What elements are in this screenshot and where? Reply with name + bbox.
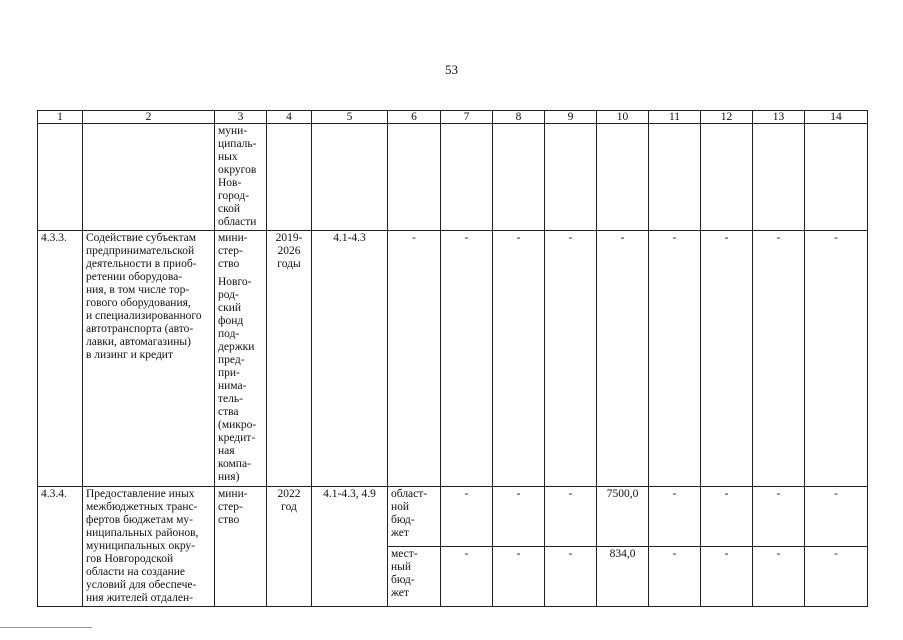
column-header: 9 <box>545 111 597 124</box>
program-table <box>37 110 868 607</box>
column-header: 5 <box>312 111 388 124</box>
row-number: 4.3.3. <box>38 231 83 487</box>
value-cell: - <box>805 547 868 607</box>
column-header: 3 <box>215 111 267 124</box>
executor-cell: мини- стер- ство <box>215 487 267 607</box>
value-cell: - <box>805 231 868 487</box>
value-cell: - <box>441 231 493 487</box>
indicators-cell: 4.1-4.3, 4.9 <box>312 487 388 607</box>
page-number: 53 <box>445 62 458 77</box>
column-header: 2 <box>83 111 215 124</box>
column-header: 14 <box>805 111 868 124</box>
value-cell: - <box>441 547 493 607</box>
executor-cell: муни- ципаль- ных округов Нов- город- ской области <box>215 124 267 231</box>
value-cell: - <box>493 487 545 547</box>
value-cell: - <box>545 547 597 607</box>
value-cell: - <box>388 231 441 487</box>
funding-source: мест- ный бюд- жет <box>388 547 441 607</box>
column-header: 6 <box>388 111 441 124</box>
value-cell: - <box>649 547 701 607</box>
column-header: 13 <box>753 111 805 124</box>
value-cell: - <box>597 231 649 487</box>
table-row-4-3-4 <box>38 487 868 547</box>
value-cell: - <box>753 547 805 607</box>
table-row-4-3-3 <box>38 231 868 487</box>
column-header: 4 <box>267 111 312 124</box>
column-header: 1 <box>38 111 83 124</box>
executor-cell: мини- стер- ство Новго- род- ский фонд под- держки пред- при- нима- тель- ства (микро- кредит- ная компа- ния) <box>215 231 267 487</box>
value-cell: - <box>493 547 545 607</box>
value-cell: - <box>701 487 753 547</box>
value-cell: 834,0 <box>597 547 649 607</box>
value-cell: - <box>649 231 701 487</box>
value-cell: - <box>753 487 805 547</box>
activity-name: Предоставление иных межбюджетных транс- фертов бюджетам му- ниципальных районов, муниципальных окру- гов Новгородской области на создание условий для обеспече- ния жителей отдален- <box>83 487 215 607</box>
indicators-cell: 4.1-4.3 <box>312 231 388 487</box>
column-number-row <box>38 111 868 124</box>
value-cell: - <box>701 231 753 487</box>
value-cell: - <box>649 487 701 547</box>
period-cell: 2022 год <box>267 487 312 607</box>
column-header: 11 <box>649 111 701 124</box>
value-cell: - <box>545 231 597 487</box>
table-row-continuation <box>38 124 868 231</box>
column-header: 7 <box>441 111 493 124</box>
activity-name: Содействие субъектам предпринимательской деятельности в приоб- ретении оборудова- ния, в том числе тор- гового оборудования, и специализированного автотранспорта (авто- лавки, автомагазины) в лизинг и кредит <box>83 231 215 487</box>
column-header: 8 <box>493 111 545 124</box>
value-cell: - <box>441 487 493 547</box>
footnote-rule <box>0 627 92 628</box>
value-cell: - <box>701 547 753 607</box>
column-header: 12 <box>701 111 753 124</box>
row-number: 4.3.4. <box>38 487 83 607</box>
value-cell: - <box>753 231 805 487</box>
funding-source: област- ной бюд- жет <box>388 487 441 547</box>
value-cell: - <box>493 231 545 487</box>
value-cell: 7500,0 <box>597 487 649 547</box>
column-header: 10 <box>597 111 649 124</box>
value-cell: - <box>545 487 597 547</box>
value-cell: - <box>805 487 868 547</box>
period-cell: 2019- 2026 годы <box>267 231 312 487</box>
